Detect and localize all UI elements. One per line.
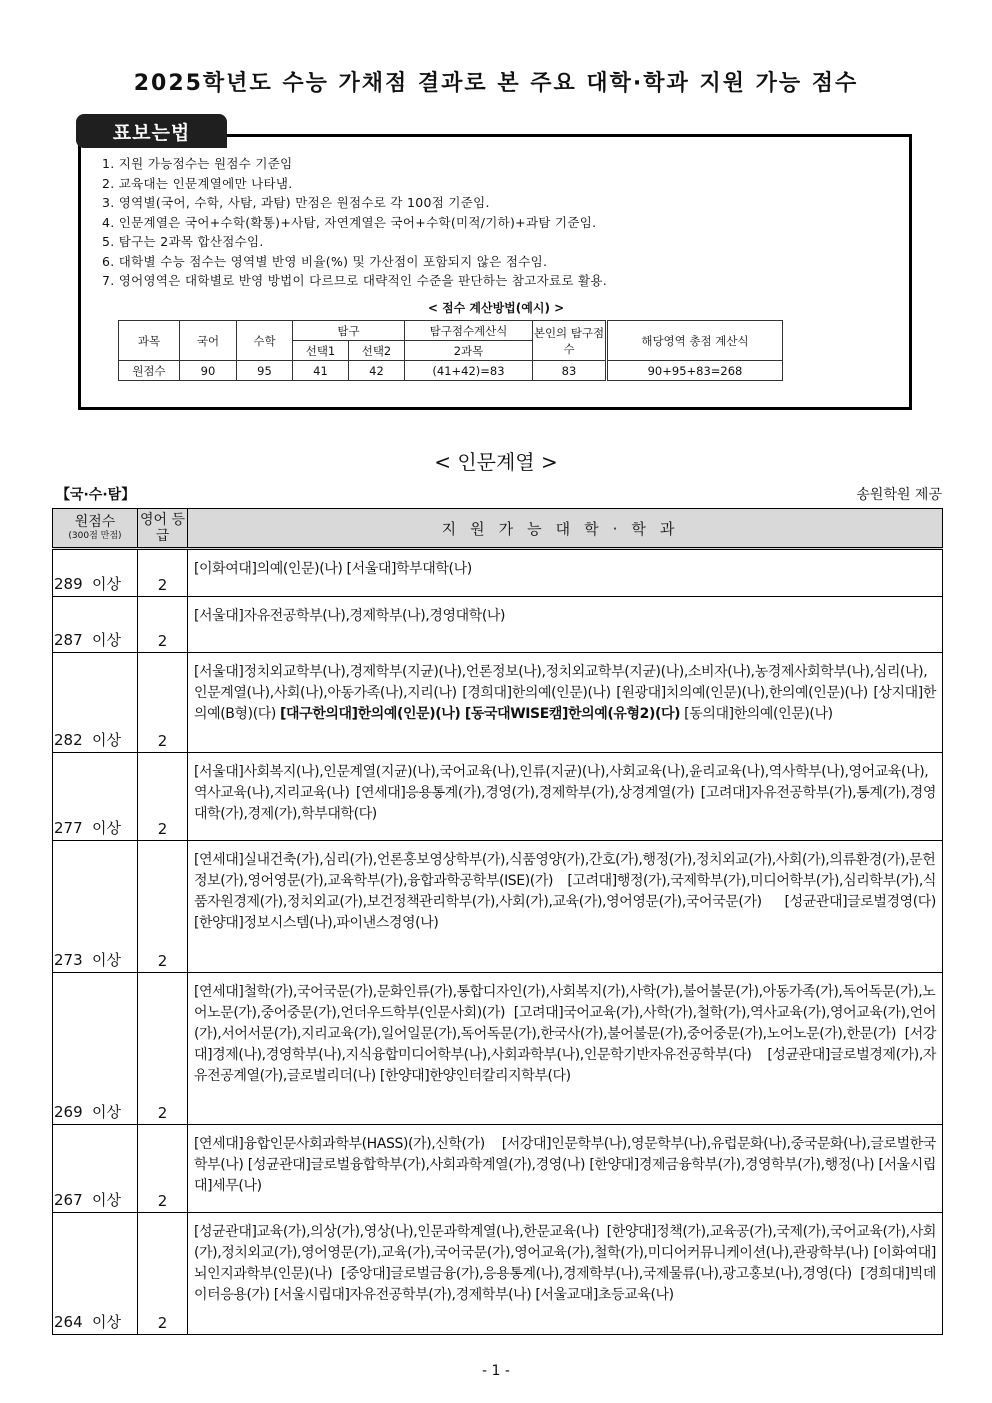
legend-note: 5. 탐구는 2과목 합산점수임.: [102, 234, 264, 249]
row-score-value: 267: [54, 1191, 83, 1209]
row-universities-plain: [서울대]사회복지(나),인문계열(지균)(나),국어교육(나),인류(지균)(나),사회교육(나),윤리교육(나),역사학부(나),영어교육(나),역사교육(나),지리교육(나) [연세대]응용통계(가),경영(가),경제학부(가),상경계열(가) [고려대]자유전공학부(가),통계(가),경영대학(가),경제(가),학부대학(다): [194, 764, 936, 822]
ex-header-math: 수학: [237, 321, 293, 361]
row-universities-plain: [성균관대]교육(가),의상(가),영상(나),인문과학계열(나),한문교육(나) [한양대]정책(가),교육공(가),국제(가),국어교육(가),사회(가),정치외교(가),영어영문(가),교육(가),국어국문(가),영어교육(가),철학(가),미디어커뮤니케이션(나),관광학부(나) [이화여대]뇌인지과학부(인문)(나) [중앙대]글로벌금융(가),응용통계(나),경제학부(나),국제물류(나),광고홍보(나),경영(다) [경희대]빅데이터응용(가) [서울시립대]자유전공학부(가),경제학부(나) [서울교대]초등교육(나): [194, 1224, 936, 1303]
ex-header-korean: 국어: [180, 321, 237, 361]
legend-note: 1. 지원 가능점수는 원점수 기준임: [102, 156, 293, 171]
legend-note: 7. 영어영역은 대학별로 반영 방법이 다르므로 대략적인 수준을 판단하는 참고자료로 활용.: [102, 273, 608, 288]
row-raw-score: [53, 1125, 138, 1213]
row-universities: [188, 597, 943, 653]
row-score-qualifier: 이상: [92, 575, 121, 593]
row-english-grade: 2: [138, 753, 188, 841]
row-raw-score: [53, 549, 138, 597]
ex-explore-calc-value: (41+42)=83: [405, 361, 533, 381]
row-score-qualifier: 이상: [92, 731, 121, 749]
header-english-grade: 영어 등급: [138, 509, 188, 549]
table-row: [53, 753, 943, 841]
row-universities-plain: [연세대]철학(가),국어국문(가),문화인류(가),통합디자인(가),사회복지(가),사학(가),불어불문(가),아동가족(가),독어독문(가),노어노문(가),중어중문(가),언더우드학부(인문사회)(가) [고려대]국어교육(가),사학(가),철학(가),역사교육(가),영어교육(가),언어(가),서어서문(가),지리교육(가),일어일문(가),독어독문(가),한국사(가),불어불문(가),중어중문(가),노어노문(가),한문(가) [서강대]경제(나),경영학부(나),지식융합미디어학부(나),사회과학부(나),인문학기반자유전공학부(다) [성균관대]글로벌경제(가),자유전공계열(가),글로벌리더(나) [한양대]한양인터칼리지학부(다): [194, 984, 936, 1084]
ex-header-explore-calc: 탐구점수계산식: [405, 321, 533, 341]
row-english-grade: 2: [138, 549, 188, 597]
legend-note: 2. 교육대는 인문계열에만 나타냄.: [102, 175, 293, 191]
ex-header-select2: 선택2: [349, 341, 405, 361]
ex-korean-value: 90: [180, 361, 237, 381]
table-row: [53, 653, 943, 753]
ex-header-my-score: 본인의 탐구점수: [533, 321, 607, 361]
legend-notes: [102, 154, 607, 291]
row-universities-bold: [대구한의대]한의예(인문)(나) [동국대WISE캠]한의예(유형2)(다): [280, 706, 681, 722]
row-score-qualifier: 이상: [92, 951, 121, 969]
row-raw-score: [53, 841, 138, 973]
row-score-value: 273: [54, 951, 83, 969]
row-score-qualifier: 이상: [92, 631, 121, 649]
legend-tag: 표보는법: [76, 114, 227, 148]
calc-example-table: [118, 320, 783, 381]
table-row: [53, 841, 943, 973]
row-raw-score: [53, 653, 138, 753]
row-score-value: 264: [54, 1313, 83, 1331]
row-universities-plain: [이화여대]의예(인문)(나) [서울대]학부대학(나): [194, 561, 472, 577]
row-score-qualifier: 이상: [92, 1313, 121, 1331]
row-universities: [188, 1213, 943, 1335]
document-title: 2025학년도 수능 가채점 결과로 본 주요 대학·학과 지원 가능 점수: [133, 71, 859, 96]
table-row: [53, 597, 943, 653]
table-row: [53, 1213, 943, 1335]
row-universities: [188, 973, 943, 1125]
ex-my-score-value: 83: [533, 361, 607, 381]
row-score-value: 287: [54, 631, 83, 649]
ex-header-two-subjects: 2과목: [405, 341, 533, 361]
table-row: [53, 1125, 943, 1213]
legend-note: 3. 영역별(국어, 수학, 사탐, 과탐) 만점은 원점수로 각 100점 기준임.: [102, 195, 490, 210]
row-universities: [188, 841, 943, 973]
row-english-grade: 2: [138, 973, 188, 1125]
ex-header-select1: 선택1: [293, 341, 349, 361]
header-raw-score-label: 원점수: [74, 514, 116, 530]
row-universities-plain: [서울대]정치외교학부(나),경제학부(지균)(나),언론정보(나),정치외교학부(지균)(나),소비자(나),농경제사회학부(나),심리(나),인문계열(나),사회(나),아동가족(나),지리(나) [경희대]한의예(인문)(나) [원광대]치의예(인문)(나),한의예(인문)(나) [상지대]한의예(B형)(다): [194, 664, 936, 722]
row-universities: [188, 753, 943, 841]
row-score-value: 277: [54, 819, 83, 837]
row-universities-plain: [연세대]실내건축(가),심리(가),언론홍보영상학부(가),식품영양(가),간호(가),행정(가),정치외교(가),사회(가),의류환경(가),문헌정보(가),영어영문(가),교육학부(가),융합과학공학부(ISE)(가) [고려대]행정(가),국제학부(가),미디어학부(가),심리학부(가),식품자원경제(가),정치외교(가),보건정책관리학부(가),사회(가),교육(가),영어영문(가),국어국문(가) [성균관대]글로벌경영(다) [한양대]정보시스템(나),파이낸스경영(나): [194, 852, 936, 931]
row-english-grade: 2: [138, 1125, 188, 1213]
table-row: [53, 549, 943, 597]
legend-note: 6. 대학별 수능 점수는 영역별 반영 비율(%) 및 가산점이 포함되지 않은 점수임.: [102, 253, 548, 269]
section-title: < 인문계열 >: [434, 450, 558, 474]
header-universities: 지원가능대학·학과: [188, 509, 943, 549]
ex-total-calc-value: 90+95+83=268: [607, 361, 783, 381]
admission-score-table: [52, 508, 943, 1335]
row-score-qualifier: 이상: [92, 1103, 121, 1121]
ex-header-explore: 탐구: [293, 321, 405, 341]
legend-note: 4. 인문계열은 국어+수학(확통)+사탐, 자연계열은 국어+수학(미적/기하)+과탐 기준임.: [102, 214, 597, 230]
ex-header-subject: 과목: [119, 321, 180, 361]
header-raw-score-note: (300점 만점): [68, 531, 122, 541]
ex-select2-value: 42: [349, 361, 405, 381]
calc-example-title: < 점수 계산방법(예시) >: [427, 301, 565, 315]
row-raw-score: [53, 973, 138, 1125]
row-universities: [188, 653, 943, 753]
ex-header-total-calc: 해당영역 총점 계산식: [607, 321, 783, 361]
row-score-value: 269: [54, 1103, 83, 1121]
table-row: [53, 973, 943, 1125]
row-universities: [188, 1125, 943, 1213]
provider-credit: 송원학원 제공: [856, 487, 942, 503]
row-universities: [188, 549, 943, 597]
row-universities-tail: [동의대]한의예(인문)(나): [680, 706, 833, 722]
row-score-qualifier: 이상: [92, 1191, 121, 1209]
row-english-grade: 2: [138, 841, 188, 973]
subject-label: 【국·수·탐】: [56, 487, 136, 503]
row-universities-plain: [연세대]융합인문사회과학부(HASS)(가),신학(가) [서강대]인문학부(나),영문학부(나),유럽문화(나),중국문화(나),글로벌한국학부(나) [성균관대]글로벌융합학부(가),사회과학계열(가),경영(나) [한양대]경제금융학부(가),경영학부(가),행정(나) [서울시립대]세무(나): [194, 1136, 936, 1194]
header-raw-score: [53, 509, 138, 549]
ex-row-label: 원점수: [119, 361, 180, 381]
row-universities-plain: [서울대]자유전공학부(나),경제학부(나),경영대학(나): [194, 608, 506, 624]
row-english-grade: 2: [138, 653, 188, 753]
row-score-value: 289: [54, 575, 83, 593]
ex-select1-value: 41: [293, 361, 349, 381]
row-score-value: 282: [54, 731, 83, 749]
ex-math-value: 95: [237, 361, 293, 381]
page-number: - 1 -: [482, 1363, 510, 1379]
row-raw-score: [53, 597, 138, 653]
row-english-grade: 2: [138, 597, 188, 653]
row-score-qualifier: 이상: [92, 819, 121, 837]
row-raw-score: [53, 753, 138, 841]
row-english-grade: 2: [138, 1213, 188, 1335]
row-raw-score: [53, 1213, 138, 1335]
